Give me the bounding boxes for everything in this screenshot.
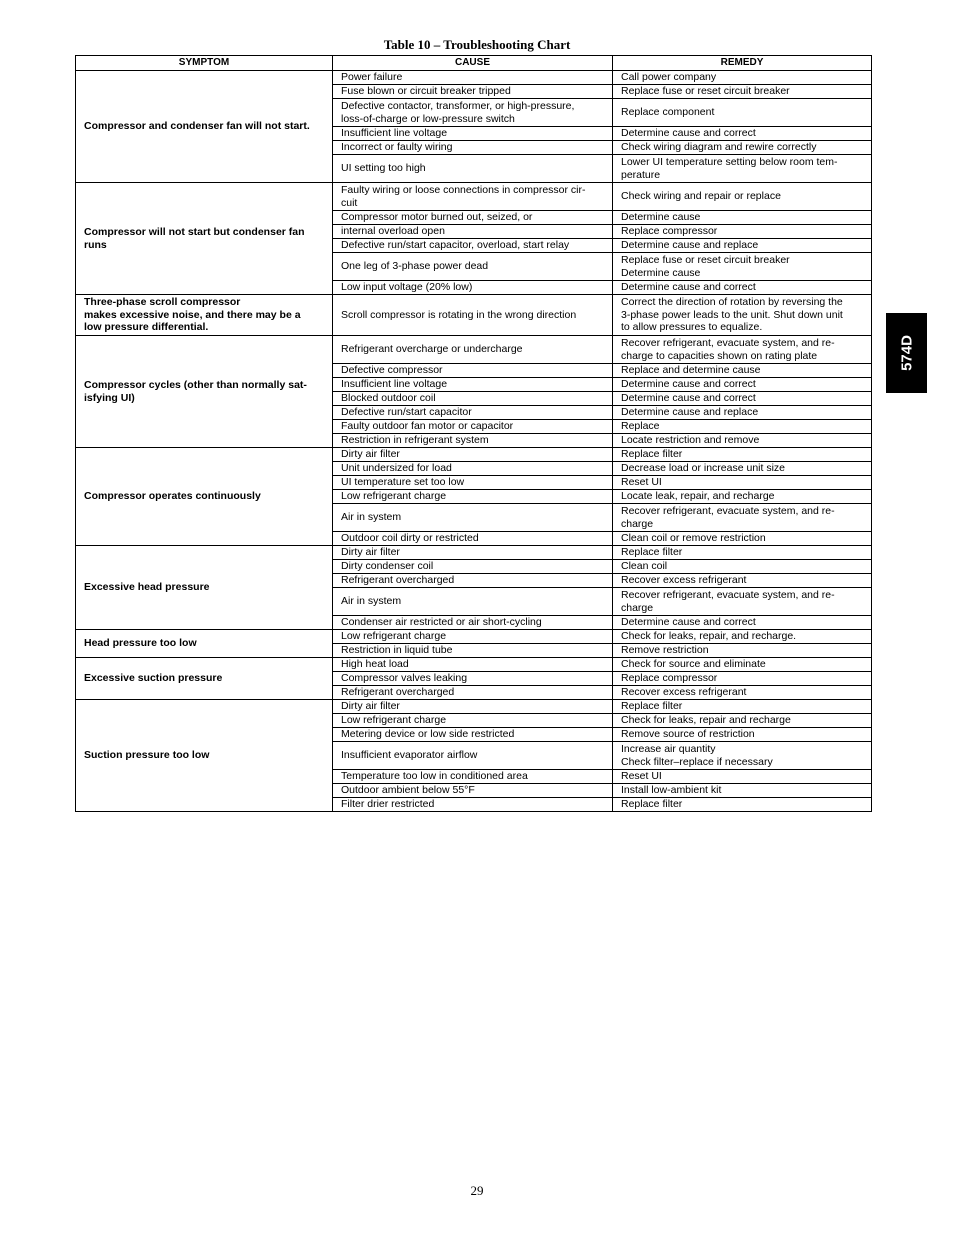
symptom-cell <box>76 295 333 336</box>
cause-cell <box>333 295 613 336</box>
cause-cell <box>333 644 613 658</box>
cell-line: Replace compressor <box>621 225 718 238</box>
cell-line: Suction pressure too low <box>84 749 210 762</box>
remedy-header: REMEDY <box>613 56 872 71</box>
cell-line: Replace fuse or reset circuit breaker <box>621 85 790 98</box>
remedy-cell <box>613 504 872 532</box>
cell-line: Insufficient line voltage <box>341 378 448 391</box>
remedy-cell <box>613 71 872 85</box>
cause-cell <box>333 155 613 183</box>
remedy-cell <box>613 532 872 546</box>
cause-cell <box>333 504 613 532</box>
cell-line: Insufficient line voltage <box>341 127 448 140</box>
cell-line: Refrigerant overcharged <box>341 574 455 587</box>
cell-line: Locate leak, repair, and recharge <box>621 490 775 503</box>
table-row <box>76 700 872 714</box>
cause-cell <box>333 784 613 798</box>
remedy-cell <box>613 364 872 378</box>
cell-line: Replace filter <box>621 546 683 559</box>
cell-line: Three-phase scroll compressor <box>84 296 241 309</box>
cell-line: Check wiring and repair or replace <box>621 190 781 203</box>
cause-cell <box>333 630 613 644</box>
cell-line: internal overload open <box>341 225 445 238</box>
cell-line: Replace filter <box>621 448 683 461</box>
cell-line: Check filter–replace if necessary <box>621 755 773 768</box>
cell-line: Determine cause <box>621 211 701 224</box>
cell-line: Defective run/start capacitor, overload, start relay <box>341 239 570 252</box>
cause-cell <box>333 99 613 127</box>
cell-line: perature <box>621 168 661 181</box>
page-number: 29 <box>470 1183 484 1198</box>
cell-line: Filter drier restricted <box>341 798 435 811</box>
cause-cell <box>333 546 613 560</box>
remedy-cell <box>613 378 872 392</box>
cell-line: Incorrect or faulty wiring <box>341 141 453 154</box>
cell-line: Remove source of restriction <box>621 728 755 741</box>
cause-cell <box>333 742 613 770</box>
cause-cell <box>333 392 613 406</box>
remedy-cell <box>613 742 872 770</box>
remedy-cell <box>613 211 872 225</box>
table-row <box>76 546 872 560</box>
cause-cell <box>333 462 613 476</box>
table-title: Table 10 – Troubleshooting Chart <box>383 37 571 52</box>
cell-line: makes excessive noise, and there may be a <box>84 308 301 321</box>
cell-line: Insufficient evaporator airflow <box>341 749 478 762</box>
cause-cell <box>333 588 613 616</box>
table-row <box>76 448 872 462</box>
cell-line: Low refrigerant charge <box>341 490 447 503</box>
cell-line: Scroll compressor is rotating in the wrong direction <box>341 308 577 321</box>
remedy-cell <box>613 476 872 490</box>
remedy-cell <box>613 155 872 183</box>
cause-cell <box>333 225 613 239</box>
cause-cell <box>333 616 613 630</box>
remedy-cell <box>613 392 872 406</box>
cell-line: Faulty outdoor fan motor or capacitor <box>341 420 514 433</box>
cause-cell <box>333 141 613 155</box>
cell-line: Dirty condenser coil <box>341 560 434 573</box>
cell-line: Reset UI <box>621 770 662 783</box>
cell-line: Refrigerant overcharge or undercharge <box>341 343 523 356</box>
cause-cell <box>333 532 613 546</box>
cell-line: Refrigerant overcharged <box>341 686 455 699</box>
remedy-cell <box>613 490 872 504</box>
cause-cell <box>333 560 613 574</box>
cell-line: Compressor will not start but condenser fan <box>84 226 305 238</box>
cell-line: Determine cause and correct <box>621 127 756 140</box>
cell-line: Clean coil or remove restriction <box>621 532 766 545</box>
cell-line: Dirty air filter <box>341 448 400 461</box>
cell-line: low pressure differential. <box>84 321 209 334</box>
remedy-cell <box>613 420 872 434</box>
cell-line: Defective contactor, transformer, or high-pressure, <box>341 100 575 112</box>
cell-line: isfying UI) <box>84 391 135 404</box>
cell-line: Replace compressor <box>621 672 718 685</box>
cell-line: Blocked outdoor coil <box>341 392 436 405</box>
remedy-cell <box>613 574 872 588</box>
cell-line: Unit undersized for load <box>341 462 452 475</box>
cell-line: Excessive head pressure <box>84 581 210 594</box>
cell-line: Defective compressor <box>341 364 443 377</box>
cell-line: Dirty air filter <box>341 700 400 713</box>
cell-line: Check for source and eliminate <box>621 658 766 671</box>
cause-cell <box>333 406 613 420</box>
cell-line: Replace and determine cause <box>621 364 761 377</box>
remedy-cell <box>613 630 872 644</box>
cell-line: Increase air quantity <box>621 743 716 755</box>
cell-line: Head pressure too low <box>84 637 197 650</box>
cell-line: loss-of-charge or low-pressure switch <box>341 112 515 125</box>
cell-line: Call power company <box>621 71 717 84</box>
cell-line: Compressor motor burned out, seized, or <box>341 211 533 224</box>
cause-cell <box>333 448 613 462</box>
symptom-cell <box>76 71 333 183</box>
cell-line: Metering device or low side restricted <box>341 728 515 741</box>
cause-cell <box>333 183 613 211</box>
remedy-cell <box>613 616 872 630</box>
cell-line: Fuse blown or circuit breaker tripped <box>341 85 511 98</box>
cell-line: Outdoor coil dirty or restricted <box>341 532 479 545</box>
remedy-cell <box>613 225 872 239</box>
cell-line: Low refrigerant charge <box>341 630 447 643</box>
cause-cell <box>333 476 613 490</box>
cell-line: Clean coil <box>621 560 668 573</box>
cell-line: Replace <box>621 420 660 433</box>
cause-cell <box>333 490 613 504</box>
cause-cell <box>333 420 613 434</box>
cell-line: Check for leaks, repair, and recharge. <box>621 630 797 643</box>
remedy-cell <box>613 239 872 253</box>
cell-line: Lower UI temperature setting below room tem- <box>621 156 838 168</box>
remedy-cell <box>613 462 872 476</box>
cell-line: Determine cause and correct <box>621 378 756 391</box>
table-row <box>76 183 872 211</box>
remedy-cell <box>613 700 872 714</box>
cell-line: Recover refrigerant, evacuate system, and re- <box>621 337 835 349</box>
cell-line: Correct the direction of rotation by reversing the <box>621 296 843 309</box>
remedy-cell <box>613 784 872 798</box>
remedy-cell <box>613 546 872 560</box>
remedy-cell <box>613 127 872 141</box>
remedy-cell <box>613 336 872 364</box>
cell-line: Power failure <box>341 71 403 84</box>
remedy-cell <box>613 281 872 295</box>
cause-cell <box>333 71 613 85</box>
remedy-cell <box>613 295 872 336</box>
table-row <box>76 630 872 644</box>
cell-line: One leg of 3-phase power dead <box>341 260 489 273</box>
cell-line: Low input voltage (20% low) <box>341 281 473 294</box>
cell-line: Determine cause and replace <box>621 239 759 252</box>
cell-line: Install low-ambient kit <box>621 784 722 797</box>
cell-line: UI setting too high <box>341 162 426 175</box>
symptom-cell <box>76 183 333 295</box>
cell-line: Recover refrigerant, evacuate system, and re- <box>621 505 835 517</box>
remedy-cell <box>613 85 872 99</box>
symptom-cell <box>76 448 333 546</box>
remedy-cell <box>613 672 872 686</box>
cell-line: Defective run/start capacitor <box>341 406 472 419</box>
cell-line: Determine cause and correct <box>621 392 756 405</box>
cell-line: charge to capacities shown on rating plate <box>621 349 818 362</box>
cause-cell <box>333 672 613 686</box>
cell-line: Air in system <box>341 511 402 524</box>
cell-line: Restriction in liquid tube <box>341 644 453 657</box>
cell-line: Remove restriction <box>621 644 709 657</box>
cell-line: Check wiring diagram and rewire correctly <box>621 141 817 154</box>
table-row <box>76 295 872 336</box>
cell-line: Replace filter <box>621 798 683 811</box>
remedy-cell <box>613 406 872 420</box>
cell-line: Compressor operates continuously <box>84 490 261 503</box>
cause-cell <box>333 239 613 253</box>
header-row <box>76 56 872 71</box>
remedy-cell <box>613 798 872 812</box>
cell-line: Dirty air filter <box>341 546 400 559</box>
remedy-cell <box>613 183 872 211</box>
remedy-cell <box>613 434 872 448</box>
cause-cell <box>333 85 613 99</box>
section-tab-label: 574D <box>898 335 915 371</box>
remedy-cell <box>613 448 872 462</box>
cell-line: charge <box>621 601 654 614</box>
cause-cell <box>333 798 613 812</box>
cell-line: Low refrigerant charge <box>341 714 447 727</box>
cell-line: Decrease load or increase unit size <box>621 462 786 475</box>
cause-header: CAUSE <box>333 56 613 71</box>
cause-cell <box>333 728 613 742</box>
section-tab <box>886 313 927 393</box>
symptom-cell <box>76 546 333 630</box>
cause-cell <box>333 364 613 378</box>
cell-line: 3-phase power leads to the unit. Shut down unit <box>621 308 843 321</box>
remedy-cell <box>613 560 872 574</box>
cell-line: Restriction in refrigerant system <box>341 434 489 447</box>
cell-line: Replace fuse or reset circuit breaker <box>621 254 790 266</box>
cell-line: Air in system <box>341 595 402 608</box>
symptom-header: SYMPTOM <box>76 56 333 71</box>
cell-line: Determine cause and replace <box>621 406 759 419</box>
troubleshooting-table <box>75 55 872 812</box>
cause-cell <box>333 658 613 672</box>
cell-line: Outdoor ambient below 55°F <box>341 784 475 797</box>
cell-line: Replace filter <box>621 700 683 713</box>
cell-line: cuit <box>341 196 358 209</box>
cell-line: Temperature too low in conditioned area <box>341 770 528 783</box>
symptom-cell <box>76 630 333 658</box>
cell-line: Replace component <box>621 106 715 119</box>
symptom-cell <box>76 658 333 700</box>
cell-line: Locate restriction and remove <box>621 434 760 447</box>
cell-line: Recover excess refrigerant <box>621 574 747 587</box>
remedy-cell <box>613 714 872 728</box>
cell-line: Compressor cycles (other than normally sat- <box>84 379 307 391</box>
cell-line: Compressor valves leaking <box>341 672 468 685</box>
table-row <box>76 336 872 364</box>
remedy-cell <box>613 770 872 784</box>
cell-line: UI temperature set too low <box>341 476 465 489</box>
cause-cell <box>333 714 613 728</box>
cell-line: runs <box>84 238 107 251</box>
cell-line: Reset UI <box>621 476 662 489</box>
cause-cell <box>333 378 613 392</box>
cell-line: Determine cause and correct <box>621 616 756 629</box>
cell-line: Faulty wiring or loose connections in compressor cir- <box>341 184 586 196</box>
cause-cell <box>333 336 613 364</box>
remedy-cell <box>613 141 872 155</box>
table-row <box>76 658 872 672</box>
cell-line: Recover excess refrigerant <box>621 686 747 699</box>
cause-cell <box>333 770 613 784</box>
remedy-cell <box>613 686 872 700</box>
cell-line: Determine cause <box>621 266 701 279</box>
cause-cell <box>333 281 613 295</box>
cause-cell <box>333 253 613 281</box>
remedy-cell <box>613 253 872 281</box>
remedy-cell <box>613 588 872 616</box>
cell-line: charge <box>621 517 654 530</box>
cause-cell <box>333 686 613 700</box>
cell-line: Recover refrigerant, evacuate system, and re- <box>621 589 835 601</box>
cell-line: to allow pressures to equalize. <box>621 321 763 334</box>
cause-cell <box>333 574 613 588</box>
remedy-cell <box>613 644 872 658</box>
cause-cell <box>333 127 613 141</box>
cause-cell <box>333 700 613 714</box>
remedy-cell <box>613 99 872 127</box>
cell-line: Condenser air restricted or air short-cycling <box>341 616 542 629</box>
cause-cell <box>333 211 613 225</box>
remedy-cell <box>613 728 872 742</box>
cell-line: High heat load <box>341 658 409 671</box>
cell-line: Compressor and condenser fan will not start. <box>84 120 310 133</box>
cell-line: Determine cause and correct <box>621 281 756 294</box>
remedy-cell <box>613 658 872 672</box>
cause-cell <box>333 434 613 448</box>
symptom-cell <box>76 336 333 448</box>
cell-line: Excessive suction pressure <box>84 672 223 685</box>
symptom-cell <box>76 700 333 812</box>
table-row <box>76 71 872 85</box>
cell-line: Check for leaks, repair and recharge <box>621 714 791 727</box>
